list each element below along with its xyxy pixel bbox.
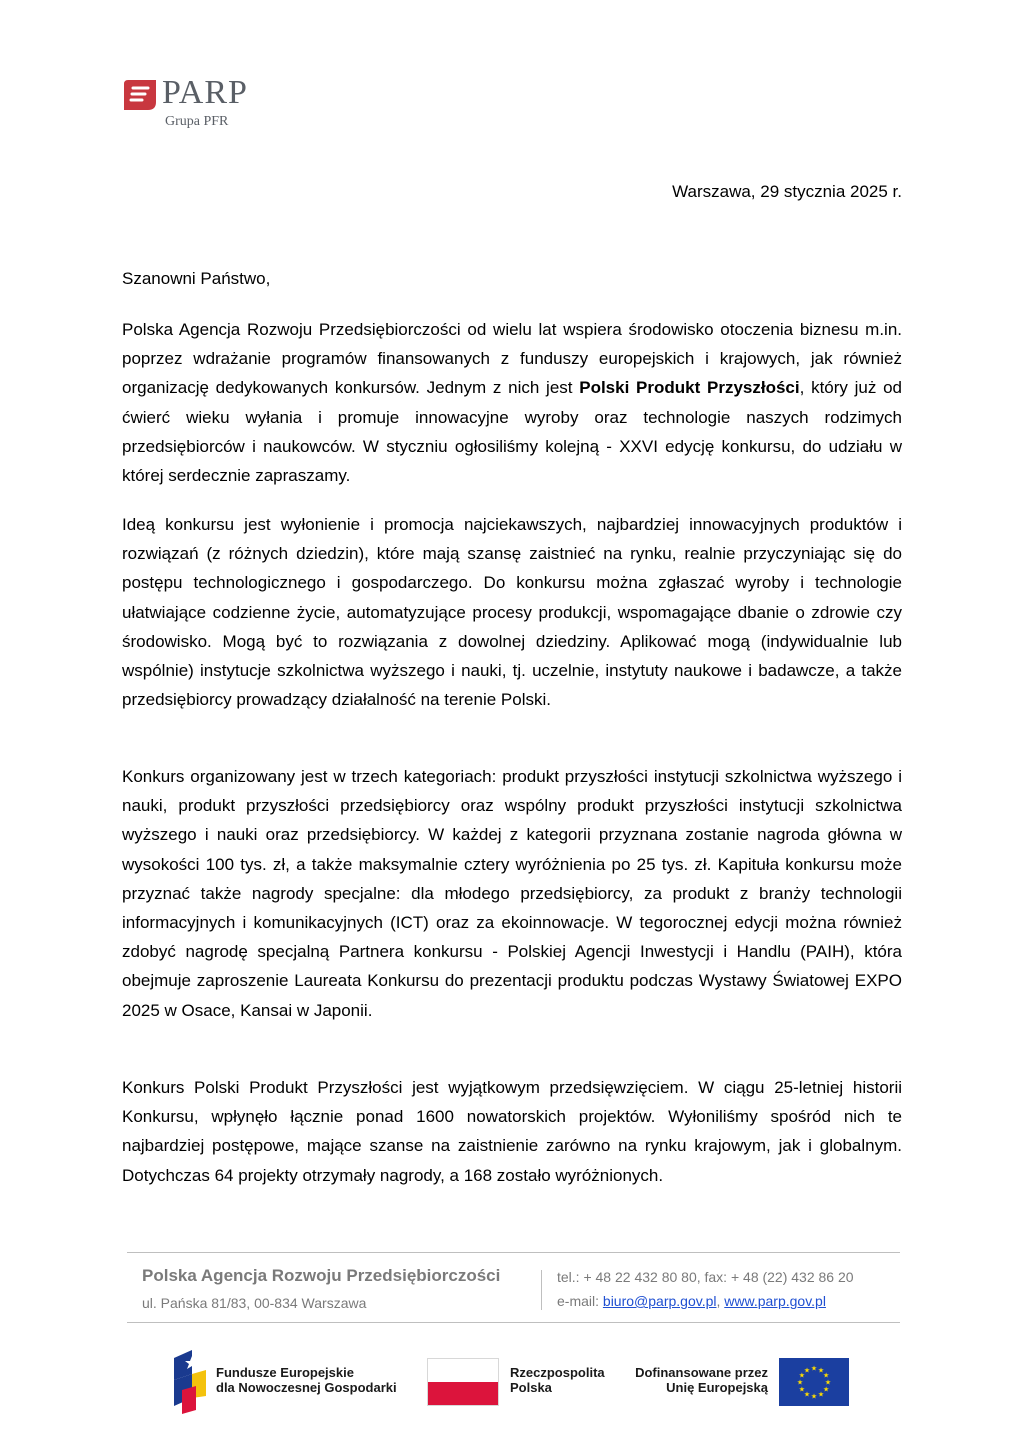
eu-star: ★ xyxy=(803,1391,811,1399)
footer-divider-top xyxy=(127,1252,900,1253)
eu-flag-icon xyxy=(779,1358,849,1406)
letter-body-2 xyxy=(122,510,902,734)
eu-star: ★ xyxy=(810,1365,818,1373)
letter-date: Warszawa, 29 stycznia 2025 r. xyxy=(672,182,902,201)
letter-body xyxy=(122,315,902,510)
footer-address: ul. Pańska 81/83, 00-834 Warszawa xyxy=(142,1295,367,1311)
eu-star: ★ xyxy=(798,1372,806,1380)
logo-wordmark: PARP xyxy=(162,74,248,111)
eu-star: ★ xyxy=(810,1393,818,1401)
eu-star: ★ xyxy=(824,1379,832,1387)
footer-contact: e-mail: biuro@parp.gov.pl, www.parp.gov.pl xyxy=(557,1293,826,1309)
paragraph-4: Konkurs Polski Produkt Przyszłości jest wyjątkowym przedsięwzięciem. W ciągu 25-letniej historii Konkursu, wpłynęło łącznie ponad 1600 nowatorskich projektów. Wyłoniliśmy spośród nich te najbardziej postępowe, mające szanse na zaistnienie zarówno na rynku krajowym, jak i globalnym. Dotychczas 64 projekty otrzymały nagrody, a 168 zostało wyróżnionych. xyxy=(122,1078,902,1185)
eu-cofinanced-label: Dofinansowane przez Unię Europejską xyxy=(635,1365,768,1395)
footer-vertical-divider xyxy=(541,1270,542,1310)
poland-flag-icon xyxy=(427,1358,499,1406)
website-link[interactable]: www.parp.gov.pl xyxy=(724,1293,826,1309)
footer-org-name: Polska Agencja Rozwoju Przedsiębiorczości xyxy=(142,1266,501,1285)
eu-star: ★ xyxy=(817,1367,825,1375)
eu-star: ★ xyxy=(803,1367,811,1375)
eu-star: ★ xyxy=(822,1372,830,1380)
eu-star: ★ xyxy=(798,1386,806,1394)
parp-logo xyxy=(124,76,324,136)
letter-salutation: Szanowni Państwo, xyxy=(122,269,271,288)
letter-body-3 xyxy=(122,762,902,1045)
paragraph-1: Polska Agencja Rozwoju Przedsiębiorczości od wielu lat wspiera środowisko otoczenia biznesu m.in. poprzez wdrażanie programów finansowanych z funduszy europejskich i krajowych, jak również organizację dedykowanych konkursów. Jednym z nich jest Polski Produkt Przyszłości, który już od ćwierć wieku wyłania i promuje innowacyjne wyroby oraz technologie naszych rodzimych przedsiębiorców i naukowców. W styczniu ogłosiliśmy kolejną - XXVI edycję konkursu, do udziału w której serdecznie zapraszamy. xyxy=(122,320,903,486)
eu-star: ★ xyxy=(817,1391,825,1399)
eu-star: ★ xyxy=(822,1386,830,1394)
paragraph-2: Ideą konkursu jest wyłonienie i promocja najciekawszych, najbardziej innowacyjnych produktów i rozwiązań (z różnych dziedzin), które mają szansę zaistnieć na rynku, realnie przyczyniając się do postępu technologicznego i gospodarczego. Do konkursu można zgłaszać wyroby i technologie ułatwiające codzienne życie, automatyzujące procesy produkcji, wspomagające dbanie o zdrowie czy środowisko. Mogą być to rozwiązania z dowolnej dziedziny. Aplikować mogą (indywidualnie lub wspólnie) instytucje szkolnictwa wyższego i nauki, tj. uczelnie, instytuty naukowe i badawcze, a także przedsiębiorcy prowadzący działalność na terenie Polski. xyxy=(122,515,902,710)
european-funds-label: Fundusze Europejskie dla Nowoczesnej Gospodarki xyxy=(216,1365,397,1395)
european-funds-icon xyxy=(172,1350,208,1414)
poland-label: Rzeczpospolita Polska xyxy=(510,1365,605,1395)
footer-phone: tel.: + 48 22 432 80 80, fax: + 48 (22) 432 86 20 xyxy=(557,1269,854,1285)
product-name: Polski Produkt Przyszłości xyxy=(579,378,800,398)
funding-logos-bar xyxy=(0,1350,1024,1420)
paragraph-3: Konkurs organizowany jest w trzech kategoriach: produkt przyszłości instytucji szkolnictwa wyższego i nauki, produkt przyszłości przedsiębiorcy oraz wspólny produkt przyszłości instytucji szkolnictwa wyższego i nauki oraz przedsiębiorcy. W każdej z kategorii przyznana zostanie nagroda główna w wysokości 100 tys. zł, a także maksymalnie cztery wyróżnienia po 25 tys. zł. Kapituła konkursu może przyznać także nagrody specjalne: dla młodego przedsiębiorcy, za produkt z branży technologii informacyjnych i komunikacyjnych (ICT) oraz za ekoinnowacje. W tegorocznej edycji można również zdobyć nagrodę specjalną Partnera konkursu - Polskiej Agencji Inwestycji i Handlu (PAIH), która obejmuje zaproszenie Laureata Konkursu do prezentacji produktu podczas Wystawy Światowej EXPO 2025 w Osace, Kansai w Japonii. xyxy=(122,767,902,1020)
parp-logo-icon xyxy=(124,80,156,110)
email-link[interactable]: biuro@parp.gov.pl xyxy=(602,1293,717,1309)
logo-subtitle: Grupa PFR xyxy=(165,114,229,129)
footer-divider-bottom xyxy=(127,1322,900,1323)
eu-star: ★ xyxy=(796,1379,804,1387)
letter-body-4 xyxy=(122,1073,902,1210)
